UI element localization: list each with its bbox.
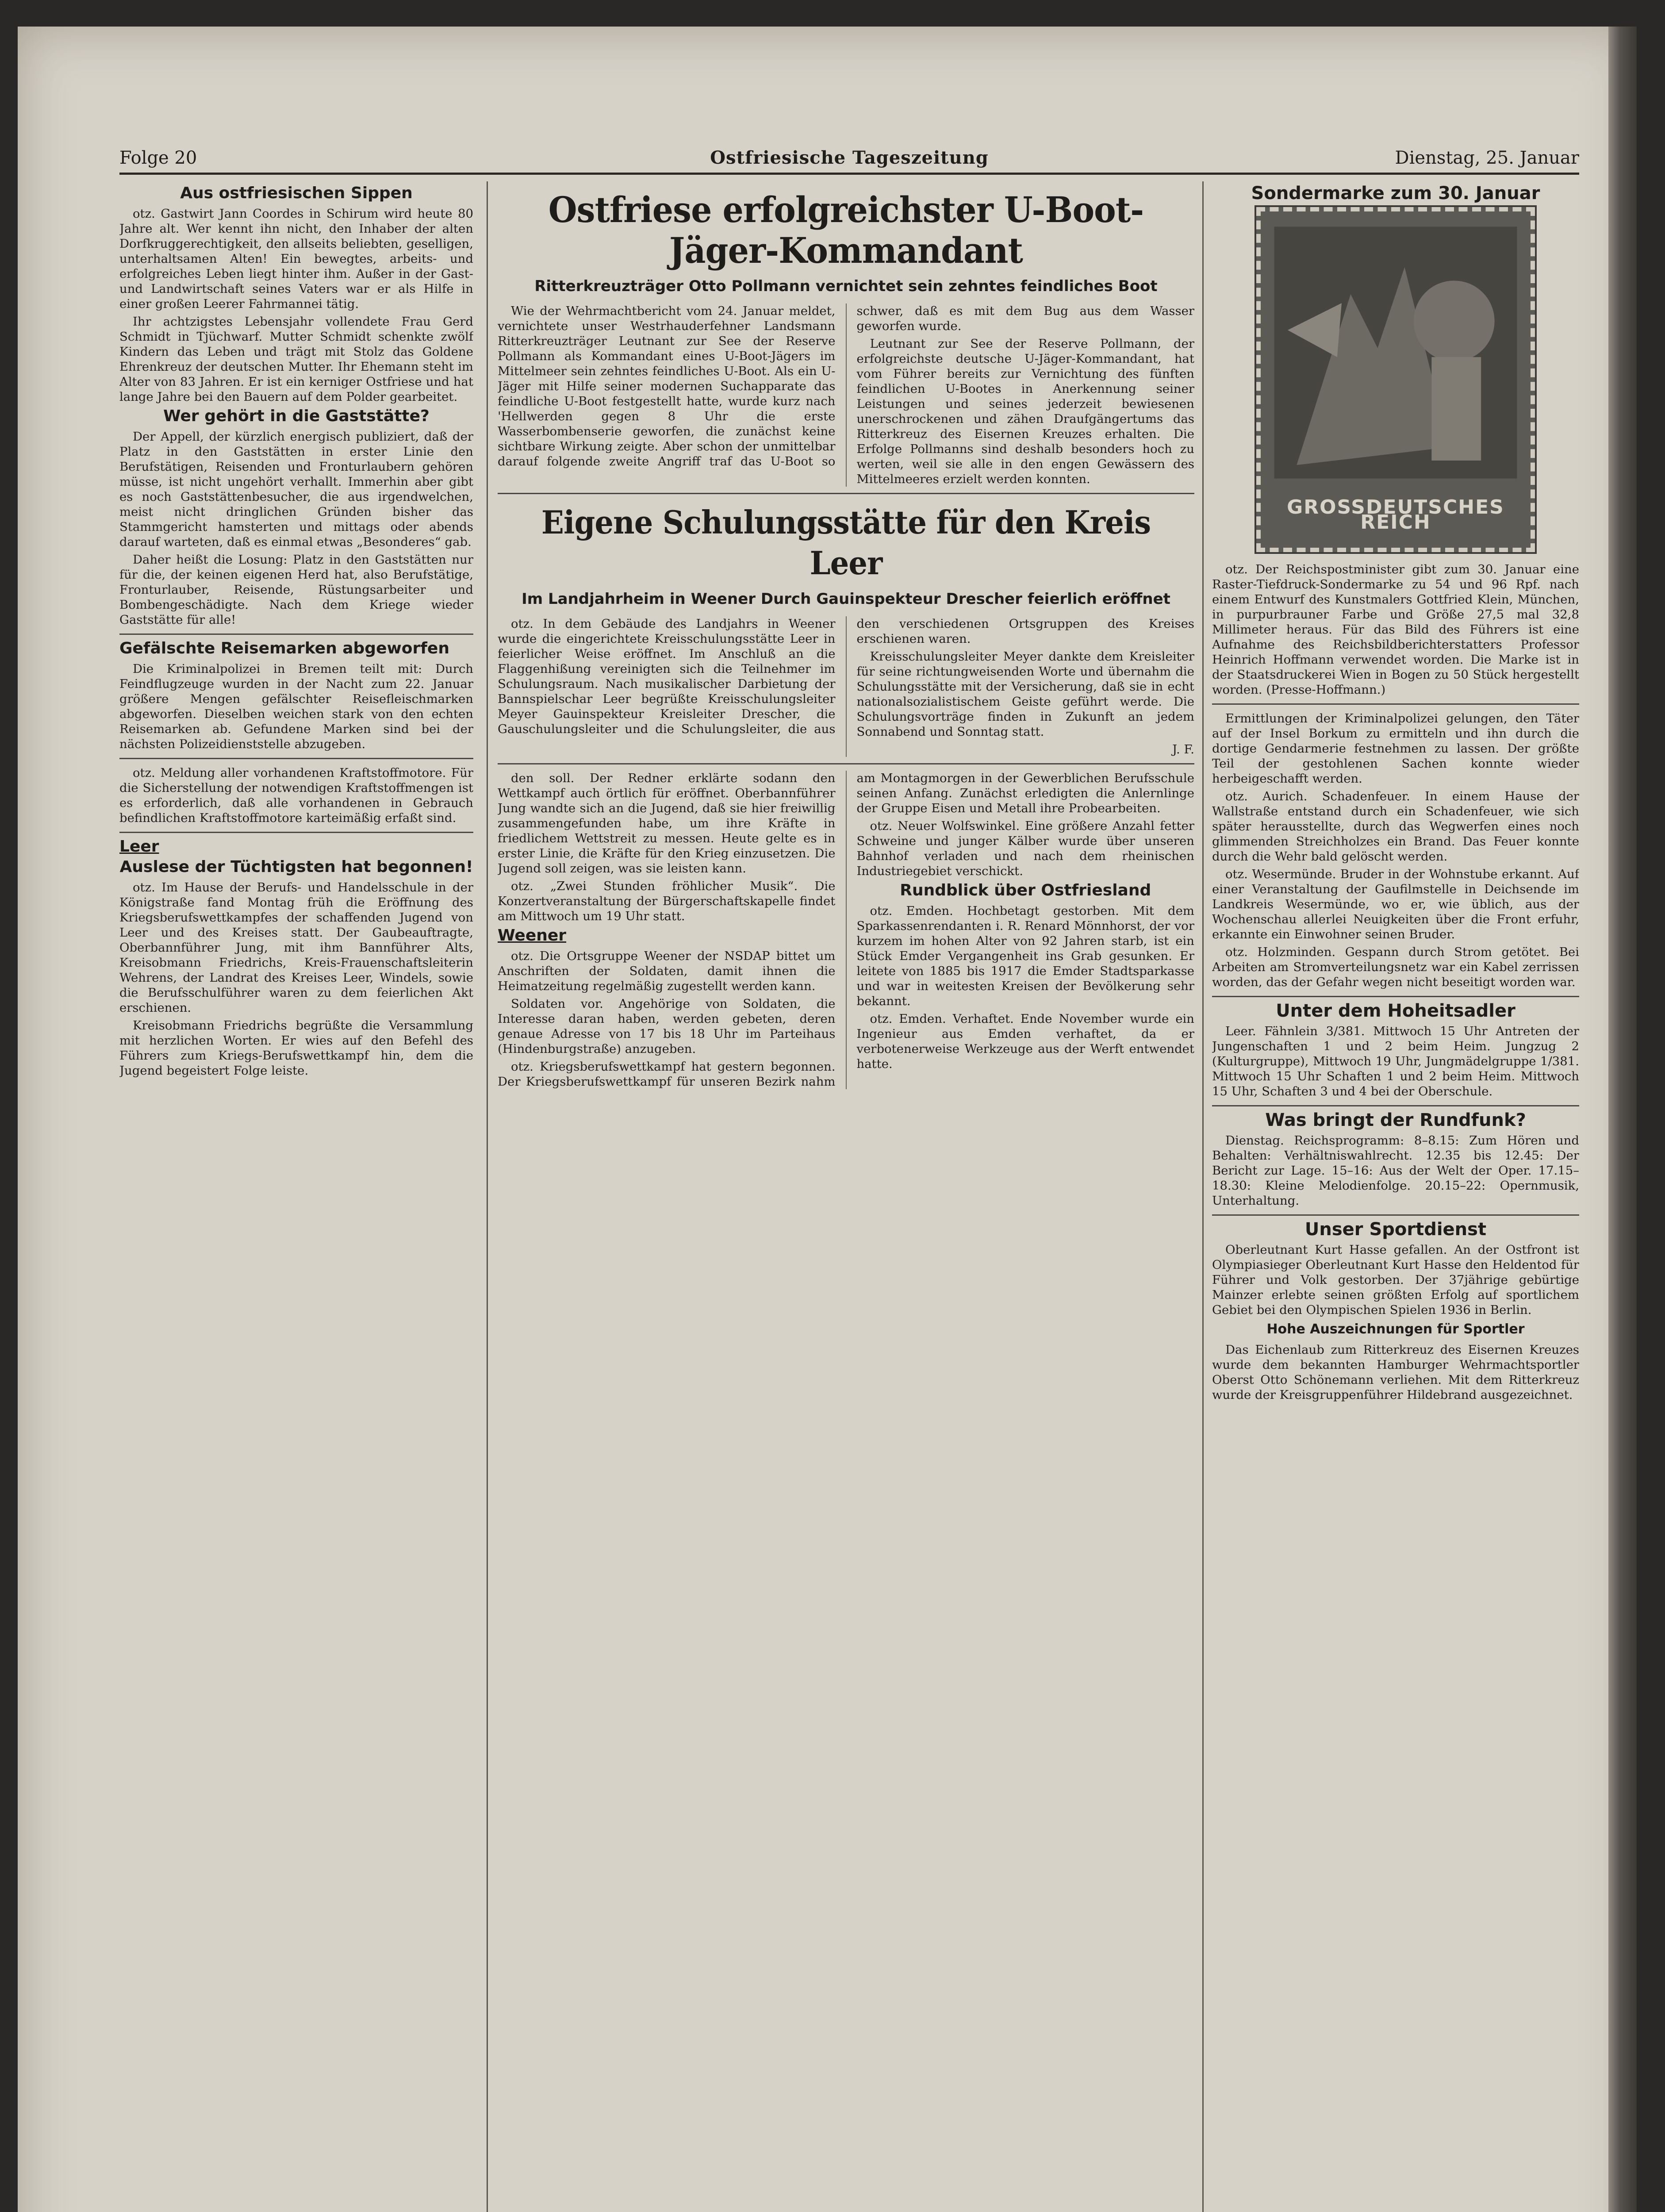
article-heading: Wer gehört in die Gaststätte?: [163, 407, 430, 425]
article-text: Leer. Fähnlein 3/381. Mittwoch 15 Uhr Antreten der Jungenschaften 1 und 2 beim Heim. Jungzug 2 (Kulturgruppe), Mittwoch 19 Uhr, Jungmädelgruppe 1/381. Mittwoch 15 Uhr Schaften 1 und 2 beim Heim. Mittwoch 15 Uhr, Schaften 3 und 4 bei der Oberschule.: [1212, 1024, 1579, 1098]
stamp-inscription: GROSSDEUTSCHES REICH: [1287, 496, 1504, 534]
article-text: Oberleutnant Kurt Hasse gefallen. An der Ostfront ist Olympiasieger Oberleutnant Kurt Hasse den Heldentod für Führer und Volk gestorben. Der 37jährige gebürtige Mainzer erlebte seinen größten Erfolg auf sportlichem Gebiet bei den Olympischen Spielen 1936 in Berlin.: [1212, 1243, 1579, 1317]
newspaper-page: [18, 27, 1637, 2212]
article-heading: Hohe Auszeichnungen für Sportler: [1266, 1321, 1525, 1337]
article-text: otz. Der Reichspostminister gibt zum 30. Januar eine Raster-Tiefdruck-Sondermarke zu 54 und 96 Rpf. nach einem Entwurf des Kunstmalers Gottfried Klein, München, in purpurbrauner Farbe und Größe 27,5 mal 32,8 Millimeter heraus. Für das Bild des Führers ist eine Aufnahme des Reichsbildberichterstatters Professor Heinrich Hoffmann verwendet worden. Die Marke ist in der Staatsdruckerei Wien in Bogen zu 50 Stück hergestellt worden. (Presse-Hoffmann.): [1212, 562, 1579, 697]
article-text: otz. Die Ortsgruppe Weener der NSDAP bittet um Anschriften der Soldaten, damit ihnen die Heimatzeitung regelmäßig zugestellt werden kann.: [498, 949, 836, 993]
divider: [119, 634, 473, 635]
article-text: otz. Emden. Hochbetagt gestorben. Mit dem Sparkassenrendanten i. R. Renard Mönnhorst, der vor kurzem im hohen Alter von 92 Jahren starb, ist ein Stück Emder Vergangenheit ins Grab gesunken. Er leitete von 1885 bis 1917 die Emder Stadtsparkasse und war in weitesten Kreisen der Bevölkerung sehr bekannt.: [856, 904, 1194, 1008]
article-text: otz. Kriegsberufswettkampf hat gestern begonnen. Der Kriegsberufswettkampf für unseren Bezirk nahm am Montagmorgen in der Gewerblichen Berufsschule seinen Anfang. Zunächst erledigten die Anlernlinge der Gruppe Eisen und Metall ihre Probearbeiten.: [498, 771, 1194, 1089]
divider: [119, 758, 473, 759]
section-heading-hoheitsadler: Unter dem Hoheitsadler: [1276, 1001, 1515, 1021]
section-heading-leer: Leer: [119, 837, 159, 856]
second-subheadline: Im Landjahrheim in Weener Durch Gauinspekteur Drescher feierlich eröffnet: [522, 590, 1170, 608]
article-text: den soll. Der Redner erklärte sodann den Wettkampf auch örtlich für eröffnet. Oberbannführer Jung wandte sich an die Jugend, daß sie hier freiwillig zusammengefunden habe, um ihre Kräfte in friedlichem Wettstreit zu messen. Heute gelte es in erster Linie, die Kräfte für den Krieg einzusetzen. Die Jugend soll zeigen, was sie leisten kann.: [498, 771, 836, 876]
article-text: otz. Emden. Verhaftet. Ende November wurde ein Ingenieur aus Emden verhaftet, da er verbotenerweise Werkzeuge aus der Werft entwendet hatte.: [856, 1012, 1194, 1071]
article-heading: Gefälschte Reisemarken abgeworfen: [119, 639, 449, 657]
article-text: Der Appell, der kürzlich energisch publiziert, daß der Platz in den Gaststätten in erster Linie den Berufstätigen, Reisenden und Fronturlaubern gehören müsse, ist nicht ungehört verhallt. Immerhin aber gibt es noch Gaststättenbesucher, die aus irgendwelchen, meist nicht dringlichen Gründen bisher das Stammgericht hamsterten und mittags oder abends darauf warteten, daß es einmal etwas „Besonderes“ gab.: [119, 430, 473, 549]
main-headline: Ostfriese erfolgreichster U-Boot-Jäger-Kommandant: [548, 189, 1144, 271]
article-text: Ihr achtzigstes Lebensjahr vollendete Frau Gerd Schmidt in Tjüchwarf. Mutter Schmidt schenkte zwölf Kindern das Leben und trägt mit Stolz das Goldene Ehrenkreuz der deutschen Mutter. Ihr Ehemann steht im Alter von 83 Jahren. Er ist ein kerniger Ostfriese und hat lange Jahre bei den Bauern auf dem Polder gearbeitet.: [119, 315, 473, 404]
section-heading-rundfunk: Was bringt der Rundfunk?: [1265, 1110, 1526, 1130]
second-headline: Eigene Schulungsstätte für den Kreis Leer: [541, 503, 1151, 582]
article-text: otz. „Zwei Stunden fröhlicher Musik“. Die Konzertveranstaltung der Bürgerschaftskapelle findet am Mittwoch um 19 Uhr statt.: [498, 879, 836, 923]
column-rule: [487, 181, 488, 2212]
article-text: Wie der Wehrmachtbericht vom 24. Januar meldet, vernichtete unser Westrhauderfehner Landsmann Ritterkreuzträger Leutnant zur See der Reserve Pollmann als Kommandant eines U-Boot-Jägers im Mittelmeer sein zehntes feindliches U-Boot. Als ein U-Jäger mit Hilfe seiner modernen Suchapparate das feindliche U-Boot festgestellt hatte, wurde kurz nach 'Hellwerden gegen 8 Uhr die erste Wasserbombenserie geworfen, die zunächst keine sichtbare Wirkung zeigte. Aber schon der unmittelbar darauf folgende zweite Angriff traf das U-Boot so schwer, daß es mit dem Bug aus dem Wasser geworfen wurde.: [498, 304, 1194, 469]
section-heading-weener: Weener: [498, 926, 567, 945]
section-heading-rundblick: Rundblick über Ostfriesland: [900, 881, 1151, 899]
article-text: Kreisschulungsleiter Meyer dankte dem Kreisleiter für seine richtungweisenden Worte und übernahm die Schulungsstätte mit der Versicherung, daß sie in echt nationalsozialistischem Geiste geführt werde. Die Schulungsvorträge finden in Zukunft an jedem Sonnabend und Sonntag statt.: [856, 649, 1194, 739]
main-subheadline: Ritterkreuzträger Otto Pollmann vernichtet sein zehntes feindliches Boot: [534, 277, 1158, 295]
issue-number: Folge 20: [119, 148, 197, 168]
article-text: Die Kriminalpolizei in Bremen teilt mit: Durch Feindflugzeuge wurden in der Nacht zum 22. Januar größere Mengen gefälschter Reisefleischmarken abgeworfen. Dieselben weichen stark von den echten Reisemarken ab. Gefundene Marken sind bei der nächsten Polizeidienststelle abzugeben.: [119, 662, 473, 751]
article-heading: Aus ostfriesischen Sippen: [180, 184, 413, 202]
article-text: otz. Aurich. Schadenfeuer. In einem Hause der Wallstraße entstand durch ein Schadenfeuer, wie sich später herausstellte, durch das Wegwerfen eines noch glimmenden Streichholzes ein Brand. Das Feuer konnte durch die Wehr bald gelöscht werden.: [1212, 789, 1579, 864]
right-column: [1212, 181, 1579, 2212]
article-text: otz. In dem Gebäude des Landjahrs in Weener wurde die eingerichtete Kreisschulungsstätte Leer in feierlicher Weise eröffnet. Im Anschluß an die Flaggenhißung vereinigten sich die Teilnehmer im Schulungsraum. Nach musikalischer Darbietung der Bannspielschar Leer begrüßte Kreisschulungsleiter Meyer Gauinspekteur Kreisleiter Drescher, die Gauschulungsleiter und die Schulungsleiter, die aus den verschiedenen Ortsgruppen des Kreises erschienen waren.: [498, 617, 1194, 736]
left-column: [119, 181, 473, 2212]
article-signature: J. F.: [1172, 742, 1194, 757]
article-heading: Auslese der Tüchtigsten hat begonnen!: [119, 858, 473, 876]
article-text: Das Eichenlaub zum Ritterkreuz des Eisernen Kreuzes wurde dem bekannten Hamburger Wehrmachtsportler Oberst Otto Schönemann verliehen. Mit dem Ritterkreuz wurde der Kreisgruppenführer Hildebrand ausgezeichnet.: [1212, 1343, 1579, 1402]
article-text: otz. Wesermünde. Bruder in der Wohnstube erkannt. Auf einer Veranstaltung der Gaufilmstelle in Deichsende im Landkreis Wesermünde, wo er, wie üblich, aus der Wochenschau allerlei Neuigkeiten über die Front erfuhr, erkannte ein Einwohner seinen Bruder.: [1212, 867, 1579, 941]
postage-stamp-image: [1256, 207, 1535, 552]
divider: [119, 832, 473, 833]
article-text: Daher heißt die Losung: Platz in den Gaststätten nur für die, der keinen eigenen Herd hat, also Berufstätige, Fronturlauber, Reisende, Rüstungsarbeiter und Bombengeschädigte. Nach dem Kriege wieder Gaststätte für alle!: [119, 553, 473, 627]
divider: [498, 763, 1194, 764]
article-text: Ermittlungen der Kriminalpolizei gelungen, den Täter auf der Insel Borkum zu ermitteln und ihn durch die dortige Gendarmerie festnehmen zu lassen. Der größte Teil der gestohlenen Sachen konnte wieder herbeigeschafft werden.: [1212, 711, 1579, 786]
issue-date: Dienstag, 25. Januar: [1395, 148, 1579, 168]
article-text: Leutnant zur See der Reserve Pollmann, der erfolgreichste deutsche U-Jäger-Kommandant, hat vom Führer bereits zur Vernichtung des fünften feindlichen U-Bootes in Anerkennung seiner Leistungen und seines jederzeit bewiesenen unerschrockenen und zähen Draufgängertums das Ritterkreuz des Eisernen Kreuzes erhalten. Die Erfolge Pollmanns sind deshalb besonders hoch zu werten, weil sie alle in den engen Gewässern des Mittelmeeres erzielt werden konnten.: [856, 337, 1194, 486]
newspaper-title: Ostfriesische Tageszeitung: [710, 147, 989, 168]
column-rule: [1202, 181, 1204, 2212]
article-text: otz. Meldung aller vorhandenen Kraftstoffmotore. Für die Sicherstellung der notwendigen Kraftstoffmengen ist es erforderlich, daß alle vorhandenen in Gebrauch befindlichen Kraftstoffmotore karteimäßig erfaßt sind.: [119, 766, 473, 825]
center-column: [498, 181, 1194, 2212]
page-binding-edge: [1608, 27, 1637, 2212]
divider: [1212, 703, 1579, 705]
article-body: [498, 303, 1194, 487]
section-heading-sportdienst: Unser Sportdienst: [1304, 1219, 1487, 1240]
article-heading: Sondermarke zum 30. Januar: [1251, 183, 1540, 204]
article-text: Dienstag. Reichsprogramm: 8–8.15: Zum Hören und Behalten: Verhältniswahlrecht. 12.35 bis 12.45: Der Bericht zur Lage. 15–16: Aus der Welt der Oper. 17.15–18.30: Kleine Melodienfolge. 20.15–22: Opernmusik, Unterhaltung.: [1212, 1133, 1579, 1208]
article-text: otz. Holzminden. Gespann durch Strom getötet. Bei Arbeiten am Stromverteilungsnetz war ein Kabel zerrissen worden, das der Gefahr wegen nicht beseitigt worden war.: [1212, 945, 1579, 989]
article-text: otz. Gastwirt Jann Coordes in Schirum wird heute 80 Jahre alt. Wer kennt ihn nicht, den Inhaber der alten Dorfkruggerechtigkeit, den allseits beliebten, geselligen, unterhaltsamen Alten! Ein bewegtes, arbeits- und erfolgreiches Leben liegt hinter ihm. Außer in der Gast- und Landwirtschaft seines Vaters war er als Hilfe in einer großen Leerer Fahrmannei tätig.: [119, 207, 473, 311]
running-header: [119, 142, 1579, 175]
divider: [498, 493, 1194, 494]
article-text: Kreisobmann Friedrichs begrüßte die Versammlung mit herzlichen Worten. Er wies auf den Befehl des Führers zum Kriegs-Berufswettkampf hin, dem die Jugend begeistert Folge leiste.: [119, 1018, 473, 1078]
article-body: [498, 771, 1194, 1089]
article-text: otz. Im Hause der Berufs- und Handelsschule in der Königstraße fand Montag früh die Eröffnung des Kriegsberufswettkampfes der schaffenden Jugend von Leer und des Kreises statt. Der Gaubeauftragte, Oberbannführer Jung, mit ihm Bannführer Alts, Kreisobmann Friedrichs, Kreis-Frauenschaftsleiterin Wehrens, der Landrat des Kreises Leer, Windels, sowie die Berufsschulführer waren zu dem feierlichen Akt erschienen.: [119, 880, 473, 1015]
article-body: [498, 616, 1194, 757]
article-text: otz. Neuer Wolfswinkel. Eine größere Anzahl fetter Schweine und junger Kälber wurde über unseren Bahnhof verladen und nach dem rheinischen Industriegebiet verschickt.: [856, 819, 1194, 878]
divider: [1212, 996, 1579, 997]
article-text: Soldaten vor. Angehörige von Soldaten, die Interesse daran haben, werden gebeten, deren genaue Adresse von 17 bis 18 Uhr im Parteihaus (Hindenburgstraße) anzugeben.: [498, 997, 836, 1056]
divider: [1212, 1105, 1579, 1106]
divider: [1212, 1214, 1579, 1216]
